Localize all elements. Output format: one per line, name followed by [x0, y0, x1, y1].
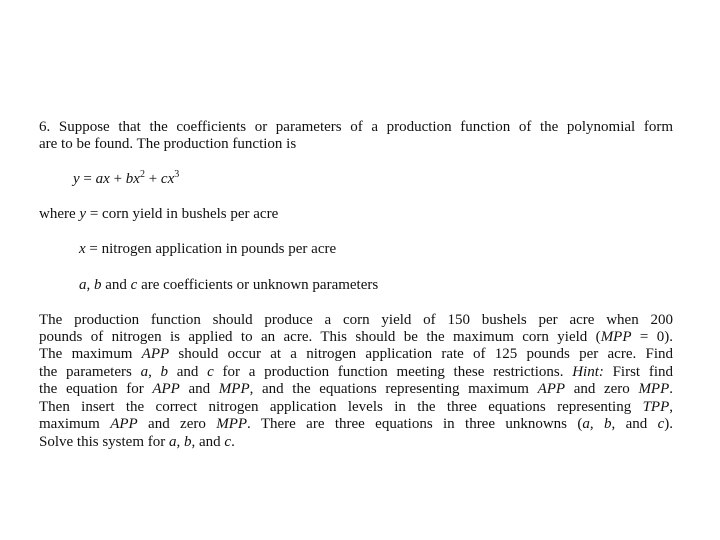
- l7-text-b: and zero: [137, 416, 217, 432]
- l7-sep-1: ,: [589, 416, 604, 432]
- l5-text-c: and zero: [565, 381, 639, 397]
- para-line-7: [39, 416, 673, 432]
- para-line-1: The production function should produce a corn yield of 150 bushels per acre when 200: [39, 312, 673, 328]
- l3-text-a: The maximum: [39, 346, 142, 362]
- l8-a-var: a: [169, 434, 177, 450]
- l4-a-var: a: [140, 364, 149, 380]
- l8-sep-2: , and: [191, 434, 225, 450]
- l7-text-a: maximum: [39, 416, 111, 432]
- l4-b-var: b: [160, 364, 169, 380]
- def-y-text: = corn yield in bushels per acre: [86, 206, 279, 222]
- def-abc-text: are coefficients or unknown parameters: [137, 277, 379, 293]
- l8-sep-1: ,: [176, 434, 184, 450]
- eq-x3: x: [167, 171, 175, 187]
- l7-c-var: c: [657, 416, 665, 432]
- l4-text-a: the parameters: [39, 364, 141, 380]
- eq-a: a: [95, 171, 104, 187]
- eq-c: c: [160, 171, 168, 187]
- l6-tpp: TPP: [642, 399, 670, 415]
- def-sep: ,: [86, 277, 94, 293]
- para-line-4: [39, 364, 673, 380]
- intro-line-1: 6. Suppose that the coefficients or parameters of a production function of the polynomial form: [39, 119, 673, 135]
- l4-and: and: [168, 364, 208, 380]
- l4-hint: Hint:: [572, 364, 604, 380]
- l6-text-a: Then insert the correct nitrogen application levels in the three equations representing: [39, 399, 643, 415]
- l5-app-2: APP: [537, 381, 566, 397]
- l4-c-var: c: [207, 364, 214, 380]
- l7-app: APP: [110, 416, 138, 432]
- l8-text-d: .: [231, 434, 235, 450]
- l3-app: APP: [141, 346, 170, 362]
- def-a-var: a: [79, 277, 87, 293]
- definition-y: [39, 206, 278, 222]
- def-b-var: b: [94, 277, 102, 293]
- definition-abc: [79, 277, 378, 293]
- def-y-var: y: [79, 206, 87, 222]
- def-c-var: c: [130, 277, 138, 293]
- l8-b-var: b: [184, 434, 192, 450]
- l4-text-b: for a production function meeting these restrictions.: [213, 364, 573, 380]
- l5-text-d: .: [669, 381, 674, 397]
- def-and: and: [101, 277, 131, 293]
- para-line-8: [39, 434, 235, 450]
- l4-sep: ,: [148, 364, 161, 380]
- para-line-3: [39, 346, 673, 362]
- def-x-var: x: [79, 241, 86, 257]
- l5-mpp: MPP: [218, 381, 250, 397]
- eq-plus-2: +: [144, 171, 161, 187]
- where-prefix: where: [39, 206, 80, 222]
- l2-mpp: MPP: [600, 329, 632, 345]
- eq-x2: x: [133, 171, 140, 187]
- l2-text-a: pounds of nitrogen is applied to an acre. This should be the maximum corn yield (: [39, 329, 601, 345]
- production-function-equation: [73, 171, 179, 187]
- eq-x1: x: [103, 171, 110, 187]
- intro-line-2: are to be found. The production function is: [39, 136, 297, 152]
- l8-text-a: Solve this system for: [39, 434, 169, 450]
- eq-y: y: [73, 171, 80, 187]
- eq-exponent-3: 3: [174, 169, 180, 180]
- l5-text-a: the equation for: [39, 381, 153, 397]
- eq-equals: =: [79, 171, 96, 187]
- definition-x: [79, 241, 336, 257]
- l7-mpp: MPP: [216, 416, 248, 432]
- l5-app: APP: [152, 381, 180, 397]
- l7-b-var: b: [603, 416, 612, 432]
- l4-text-c: First find: [603, 364, 673, 380]
- l6-text-b: ,: [669, 399, 673, 415]
- eq-plus-1: +: [109, 171, 126, 187]
- eq-exponent-2: 2: [139, 169, 145, 180]
- l7-text-c: . There are three equations in three unknowns (: [247, 416, 583, 432]
- eq-b: b: [125, 171, 134, 187]
- l7-sep-2: , and: [611, 416, 658, 432]
- para-line-2: [39, 329, 673, 345]
- para-line-6: [39, 399, 673, 415]
- l5-text-b: , and the equations representing maximum: [249, 381, 538, 397]
- def-x-text: = nitrogen application in pounds per acre: [85, 241, 337, 257]
- l5-and: and: [179, 381, 219, 397]
- l7-text-d: ).: [664, 416, 674, 432]
- l3-text-b: should occur at a nitrogen application rate of 125 pounds per acre. Find: [169, 346, 673, 362]
- l5-mpp-2: MPP: [638, 381, 670, 397]
- l8-c-var: c: [224, 434, 232, 450]
- l7-a-var: a: [582, 416, 590, 432]
- l2-text-b: = 0).: [631, 329, 673, 345]
- para-line-5: [39, 381, 673, 397]
